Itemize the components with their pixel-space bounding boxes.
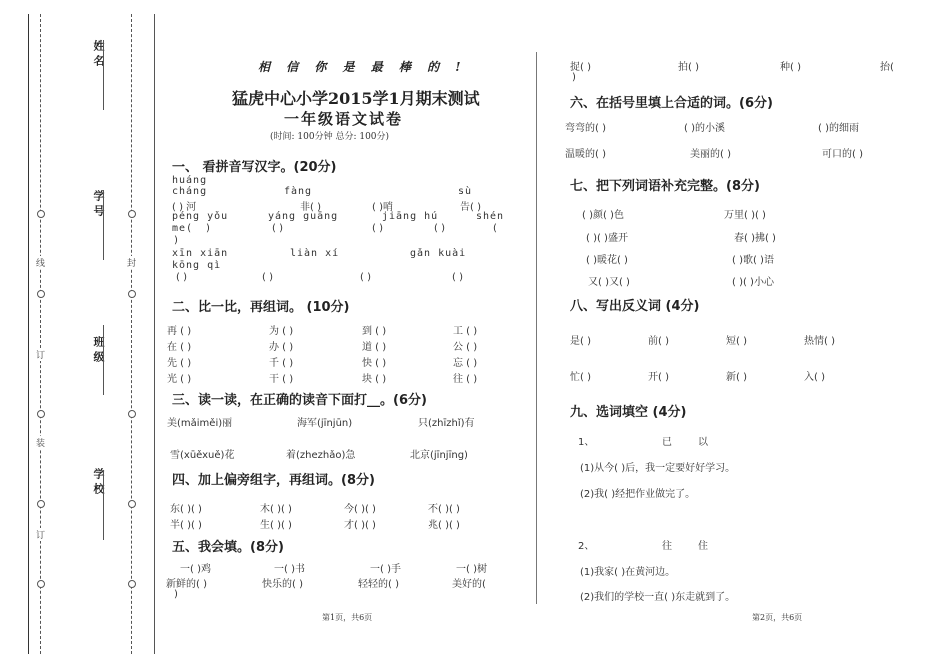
- measure-word-item[interactable]: 一( )手: [370, 564, 401, 575]
- describe-item[interactable]: 美好的(: [452, 579, 486, 590]
- motto: 相 信 你 是 最 棒 的 !: [258, 60, 467, 74]
- measure-word-item[interactable]: 一( )树: [456, 564, 487, 575]
- section-2-heading: 二、比一比，再组词。 (10分): [172, 300, 350, 315]
- binding-mark: 线: [36, 256, 45, 269]
- idiom-item[interactable]: 春( )拂( ): [734, 233, 776, 244]
- answer-blank[interactable]: ( ): [360, 272, 371, 283]
- word-item[interactable]: 为 ( ): [269, 326, 294, 337]
- pinyin: péng yǒu: [172, 211, 229, 222]
- pinyin: jiāng hú: [382, 211, 439, 222]
- pinyin: cháng: [172, 186, 208, 197]
- word-item[interactable]: 先 ( ): [167, 358, 192, 369]
- pinyin: fàng: [284, 186, 313, 197]
- measure-word-item[interactable]: 一( )鸡: [180, 564, 211, 575]
- student-number-label: 学 号: [92, 190, 105, 216]
- answer-blank[interactable]: ( )哨: [372, 202, 393, 213]
- answer-blank[interactable]: ( ): [272, 223, 283, 234]
- reading-item[interactable]: 北京(jīnjīng): [410, 450, 468, 461]
- section-5-heading: 五、我会填。(8分): [172, 540, 284, 555]
- student-number-field[interactable]: [103, 190, 105, 260]
- word-item[interactable]: 公 ( ): [453, 342, 478, 353]
- radical-item[interactable]: 才( )( ): [344, 520, 376, 531]
- fill-sentence[interactable]: (2)我们的学校一直( )东走就到了。: [580, 592, 736, 603]
- page-number-right: 第2页，共6页: [752, 613, 803, 622]
- pinyin: gǎn kuài: [410, 248, 467, 259]
- strip-border: [28, 14, 155, 654]
- antonym-item[interactable]: 热情( ): [804, 336, 835, 347]
- pinyin: kōng qì: [172, 260, 222, 271]
- pinyin: liàn xí: [290, 248, 340, 259]
- answer-blank: ): [174, 235, 178, 246]
- measure-word-item[interactable]: 一( )书: [274, 564, 305, 575]
- fill-sentence[interactable]: (1)从今( )后，我一定要好好学习。: [580, 463, 736, 474]
- radical-item[interactable]: 今( )( ): [344, 504, 376, 515]
- radical-item[interactable]: 兆( )( ): [428, 520, 460, 531]
- idiom-item[interactable]: 又( )又( ): [588, 277, 630, 288]
- describe-item[interactable]: 轻轻的( ): [358, 579, 399, 590]
- section-7-heading: 七、把下列词语补充完整。(8分): [570, 179, 760, 194]
- binding-hole: [37, 410, 45, 418]
- choice-group-number: 2、: [578, 541, 595, 552]
- reading-item[interactable]: 雪(xūěxuě)花: [170, 450, 235, 461]
- idiom-item[interactable]: ( )暖花( ): [586, 255, 628, 266]
- describe-item-close: ): [174, 589, 178, 600]
- word-item[interactable]: 工 ( ): [453, 326, 478, 337]
- answer-blank[interactable]: ( ): [372, 223, 383, 234]
- word-item[interactable]: 到 ( ): [362, 326, 387, 337]
- pinyin: sù: [458, 186, 473, 197]
- binding-hole: [37, 500, 45, 508]
- binding-hole: [128, 580, 136, 588]
- class-field[interactable]: [103, 325, 105, 395]
- answer-blank[interactable]: ( ): [176, 272, 187, 283]
- school-label: 学 校: [92, 468, 105, 494]
- binding-hole: [128, 210, 136, 218]
- page-divider: [536, 52, 537, 604]
- verb-item[interactable]: 捉( ): [570, 62, 591, 73]
- answer-blank[interactable]: ): [206, 223, 210, 234]
- radical-item[interactable]: 不( )( ): [428, 504, 460, 515]
- antonym-item[interactable]: 入( ): [804, 372, 825, 383]
- phrase-item[interactable]: ( )的细雨: [818, 123, 859, 134]
- describe-item[interactable]: 快乐的( ): [262, 579, 303, 590]
- page-number-left: 第1页，共6页: [322, 613, 373, 622]
- word-item[interactable]: 在 ( ): [167, 342, 192, 353]
- antonym-item[interactable]: 前( ): [648, 336, 669, 347]
- section-1-heading: 一、 看拼音写汉字。(20分): [172, 160, 337, 175]
- name-label: 姓 名: [92, 40, 105, 66]
- verb-item[interactable]: 抬(: [880, 62, 894, 73]
- radical-item[interactable]: 木( )( ): [260, 504, 292, 515]
- exam-subtitle: 一年级语文试卷: [284, 110, 404, 128]
- reading-item[interactable]: 海军(jīnjūn): [297, 418, 353, 429]
- pinyin: me(: [172, 223, 194, 234]
- phrase-item[interactable]: 温暖的( ): [565, 149, 606, 160]
- choice-word: 已: [662, 437, 672, 448]
- section-8-heading: 八、写出反义词 (4分): [570, 299, 700, 314]
- answer-blank[interactable]: ( ): [262, 272, 273, 283]
- phrase-item[interactable]: 弯弯的( ): [565, 123, 606, 134]
- name-field[interactable]: [103, 40, 105, 110]
- binding-hole: [128, 500, 136, 508]
- reading-item[interactable]: 只(zhīzhǐ)有: [418, 418, 475, 429]
- answer-blank[interactable]: ( ): [452, 272, 463, 283]
- answer-blank[interactable]: ( ) 河: [172, 202, 197, 213]
- section-9-heading: 九、选词填空 (4分): [570, 405, 687, 420]
- word-item[interactable]: 往 ( ): [453, 374, 478, 385]
- choice-group-number: 1、: [578, 437, 595, 448]
- verb-item[interactable]: 拍( ): [678, 62, 699, 73]
- answer-blank[interactable]: ( ): [434, 223, 445, 234]
- fill-sentence[interactable]: (2)我( )经把作业做完了。: [580, 489, 696, 500]
- pinyin: shén: [476, 211, 505, 222]
- antonym-item[interactable]: 是( ): [570, 336, 591, 347]
- verb-item-close: ): [572, 72, 576, 83]
- antonym-item[interactable]: 开( ): [648, 372, 669, 383]
- binding-mark: 封: [127, 256, 136, 269]
- word-item[interactable]: 块 ( ): [362, 374, 387, 385]
- reading-item[interactable]: 着(zhezhǎo)急: [286, 450, 356, 461]
- radical-item[interactable]: 东( )( ): [170, 504, 202, 515]
- radical-item[interactable]: 生( )( ): [260, 520, 292, 531]
- binding-hole: [128, 410, 136, 418]
- strip-cut-line: [40, 14, 42, 654]
- word-item[interactable]: 光 ( ): [167, 374, 192, 385]
- word-item[interactable]: 再 ( ): [167, 326, 192, 337]
- binding-mark: 订: [36, 348, 45, 361]
- phrase-item[interactable]: 美丽的( ): [690, 149, 731, 160]
- section-4-heading: 四、加上偏旁组字，再组词。(8分): [172, 473, 375, 488]
- word-item[interactable]: 忘 ( ): [453, 358, 478, 369]
- choice-word: 以: [698, 437, 708, 448]
- section-3-heading: 三、读一读，在正确的读音下面打__。(6分): [172, 393, 427, 408]
- binding-hole: [128, 290, 136, 298]
- answer-blank[interactable]: 非( ): [300, 202, 321, 213]
- strip-seal-line: [131, 14, 133, 654]
- idiom-item[interactable]: ( )歌( )语: [732, 255, 774, 266]
- antonym-item[interactable]: 忙( ): [570, 372, 591, 383]
- school-field[interactable]: [103, 470, 105, 540]
- phrase-item[interactable]: ( )的小溪: [684, 123, 725, 134]
- exam-title: 猛虎中心小学2015学1月期末测试: [232, 89, 480, 108]
- word-item[interactable]: 道 ( ): [362, 342, 387, 353]
- word-item[interactable]: 快 ( ): [362, 358, 387, 369]
- answer-blank[interactable]: (: [493, 223, 497, 234]
- phrase-item[interactable]: 可口的( ): [822, 149, 863, 160]
- word-item[interactable]: 干 ( ): [269, 374, 294, 385]
- fill-sentence[interactable]: (1)我家( )在黄河边。: [580, 567, 676, 578]
- choice-word: 往: [662, 541, 672, 552]
- antonym-item[interactable]: 短( ): [726, 336, 747, 347]
- radical-item[interactable]: 半( )( ): [170, 520, 202, 531]
- verb-item[interactable]: 种( ): [780, 62, 801, 73]
- word-item[interactable]: 办 ( ): [269, 342, 294, 353]
- answer-blank[interactable]: 告( ): [460, 202, 481, 213]
- word-item[interactable]: 千 ( ): [269, 358, 294, 369]
- pinyin: yáng guāng: [268, 211, 339, 222]
- binding-mark: 装: [36, 436, 45, 449]
- pinyin: huáng: [172, 175, 208, 186]
- binding-hole: [37, 580, 45, 588]
- reading-item[interactable]: 美(mǎiměi)丽: [167, 418, 233, 429]
- describe-item[interactable]: 新鲜的( ): [166, 579, 207, 590]
- idiom-item[interactable]: ( )颜( )色: [582, 210, 624, 221]
- binding-hole: [37, 290, 45, 298]
- binding-hole: [37, 210, 45, 218]
- idiom-item[interactable]: ( )( )小心: [732, 277, 774, 288]
- idiom-item[interactable]: 万里( )( ): [724, 210, 766, 221]
- section-6-heading: 六、在括号里填上合适的词。(6分): [570, 96, 773, 111]
- antonym-item[interactable]: 新( ): [726, 372, 747, 383]
- pinyin: xīn xiān: [172, 248, 229, 259]
- class-label: 班 级: [92, 336, 105, 362]
- exam-time-info: (时间: 100分钟 总分: 100分): [270, 132, 390, 142]
- binding-mark: 订: [36, 528, 45, 541]
- choice-word: 住: [698, 541, 708, 552]
- idiom-item[interactable]: ( )( )盛开: [586, 233, 628, 244]
